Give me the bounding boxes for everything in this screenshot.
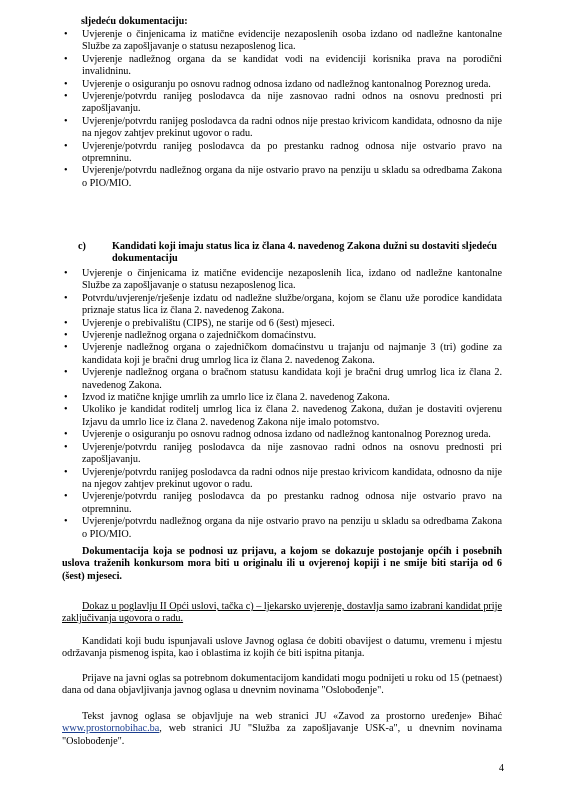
list-item: • Uvjerenje o činjenicama iz matične evidencije nezaposlenih lica, izdano od nadležne kantonalne Službe za zapošljavanje o statusu nezaposlenog lica.: [62, 268, 502, 293]
list-item: • Uvjerenje/potvrdu nadležnog organa da nije ostvario pravo na penziju u skladu sa odredbama Zakona o PIO/MIO.: [62, 516, 502, 541]
section-c-label: c): [78, 241, 86, 252]
paragraph-publication: [62, 711, 502, 748]
section-c-heading: [78, 241, 502, 266]
list-item: • Ukoliko je kandidat roditelj umrlog lica iz člana 2. navedenog Zakona, dužan je dostaviti ovjerenu Izjavu da umrlo lice iz člana 2. navedenog Zakona nije imalo potomstvo.: [62, 404, 502, 429]
list-item: • Uvjerenje/potvrdu ranijeg poslodavca da radni odnos nije prestao krivicom kandidata, odnosno da nije na njegov zahtjev prekinut ugovor o radu.: [62, 116, 502, 141]
list-documents-1: [62, 29, 502, 190]
section-c-title: Kandidati koji imaju status lica iz člana 4. navedenog Zakona dužni su dostaviti sljedeću dokumentaciju: [112, 241, 497, 265]
list-documents-2: [62, 268, 502, 541]
list-item: • Uvjerenje/potvrdu ranijeg poslodavca da po prestanku radnog odnosa nije ostvario pravo na otpremninu.: [62, 141, 502, 166]
publication-text-before: Tekst javnog oglasa se objavljuje na web stranici JU «Zavod za prostorno uređenje» Bihać: [82, 711, 502, 722]
paragraph-candidates-notice: Kandidati koji budu ispunjavali uslove Javnog oglasa će dobiti obavijest o datumu, vremenu i mjestu održavanja pismenog ispita, kao i oblastima iz kojih će biti ispitna pitanja.: [62, 636, 502, 660]
list-item: • Izvod iz matične knjige umrlih za umrlo lice iz člana 2. navedenog Zakona.: [62, 392, 502, 404]
publication-text-after: , web stranici JU "Služba za zapošljavanje USK-a", u dnevnim novinama "Oslobođenje".: [62, 723, 502, 747]
list-item: • Uvjerenje o osiguranju po osnovu radnog odnosa izdano od nadležnog kantonalnog Poreznog ureda.: [62, 79, 502, 91]
heading-documentation: sljedeću dokumentaciju:: [81, 16, 188, 27]
list-item: • Uvjerenje/potvrdu ranijeg poslodavca da nije zasnovao radni odnos na osnovu prednosti pri zapošljavanju.: [62, 442, 502, 467]
list-item: • Uvjerenje nadležnog organa o zajedničkom domaćinstvu u trajanju od najmanje 3 (tri) godine za kandidata koji je bračni drug umrlog lica iz člana 2. navedenog Zakona.: [62, 342, 502, 367]
list-item: • Uvjerenje/potvrdu ranijeg poslodavca da po prestanku radnog odnosa nije ostvario pravo na otpremninu.: [62, 491, 502, 516]
paragraph-applications: Prijave na javni oglas sa potrebnom dokumentacijom kandidati mogu podnijeti u roku od 15 (petnaest) dana od dana objavljivanja javnog oglasa u dnevnim novinama "Oslobođenje".: [62, 673, 502, 697]
list-item: • Uvjerenje/potvrdu nadležnog organa da nije ostvario pravo na penziju u skladu sa odredbama Zakona o PIO/MIO.: [62, 165, 502, 190]
list-item: • Uvjerenje o osiguranju po osnovu radnog odnosa izdano od nadležnog kantonalnog Poreznog ureda.: [62, 429, 502, 441]
list-item: • Uvjerenje nadležnog organa da se kandidat vodi na evidenciji korisnika prava na porodični invalidninu.: [62, 54, 502, 79]
list-item: • Uvjerenje nadležnog organa o bračnom statusu kandidata koji je bračni drug umrlog lica iz člana 2. navedenog Zakona.: [62, 367, 502, 392]
website-link[interactable]: www.prostornobihac.ba: [62, 723, 160, 735]
list-item: • Potvrdu/uvjerenje/rješenje izdatu od nadležne službe/organa, kojom se članu uže porodice kandidata priznaje status lica iz člana 2. navedenog Zakona.: [62, 293, 502, 318]
medical-proof-text: Dokaz u poglavlju II Opći uslovi, tačka c) – ljekarsko uvjerenje, dostavlja samo izabrani kandidat prije zaključivanja ugovora o radu.: [62, 601, 502, 625]
list-item: • Uvjerenje nadležnog organa o zajedničkom domaćinstvu.: [62, 330, 502, 342]
paragraph-medical-proof: [62, 601, 502, 626]
list-item: • Uvjerenje o prebivalištu (CIPS), ne starije od 6 (šest) mjeseci.: [62, 318, 502, 330]
paragraph-documentation-requirements: Dokumentacija koja se podnosi uz prijavu, a kojom se dokazuje postojanje općih i posebnih uslova traženih konkursom mora biti u originalu ili u ovjerenoj kopiji i ne smije biti starija od 6 (šest) mjeseci.: [62, 546, 502, 582]
list-item: • Uvjerenje/potvrdu ranijeg poslodavca da nije zasnovao radni odnos na osnovu prednosti pri zapošljavanju.: [62, 91, 502, 116]
list-item: • Uvjerenje o činjenicama iz matične evidencije nezaposlenih osoba izdano od nadležne kantonalne Službe za zapošljavanje o statusu nezaposlenog lica.: [62, 29, 502, 54]
page-number: 4: [498, 763, 504, 774]
list-item: • Uvjerenje/potvrdu ranijeg poslodavca da radni odnos nije prestao krivicom kandidata, odnosno da nije na njegov zahtjev prekinut ugovor o radu.: [62, 467, 502, 492]
